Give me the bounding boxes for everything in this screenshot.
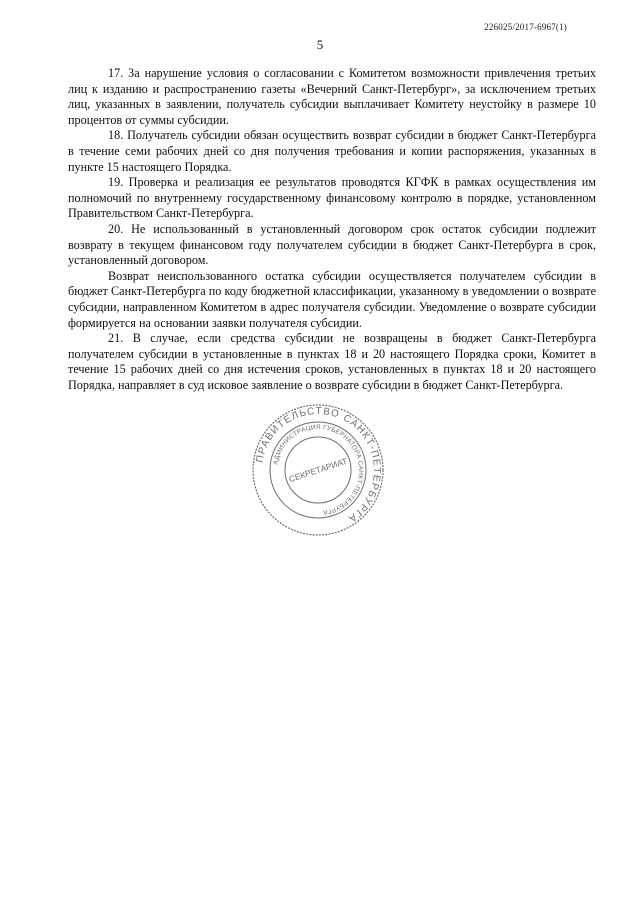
paragraph-20: 20. Не использованный в установленный договором срок остаток субсидии подлежит возврату в текущем финансовом году получателем субсидии в бюджет Санкт-Петербурга в срок, установленный договором. (68, 221, 596, 268)
official-seal-stamp (251, 403, 385, 537)
document-body (68, 66, 596, 393)
page-number: 5 (316, 37, 324, 52)
paragraph-20-return: Возврат неиспользованного остатка субсидии осуществляется получателем субсидии в бюджет Санкт-Петербурга по коду бюджетной классификации, указанному в уведомлении о возврате субсидии, направленном Комитетом в адрес получателя субсидии. Уведомление о возврате субсидии формируется на основании заявки получателя субсидии. (68, 268, 596, 330)
paragraph-21: 21. В случае, если средства субсидии не возвращены в бюджет Санкт-Петербурга получателем субсидии в установленные в пунктах 18 и 20 настоящего Порядка сроки, Комитет в течение 15 рабочих дней со дня истечения сроков, установленных в пунктах 18 и 20 настоящего Порядка, направляет в суд исковое заявление о возврате субсидии в бюджет Санкт-Петербурга. (68, 331, 596, 392)
seal-outer-text: ПРАВИТЕЛЬСТВО САНКТ-ПЕТЕРБУРГА (254, 405, 383, 525)
paragraph-17: 17. За нарушение условия о согласовании с Комитетом возможности привлечения третьих лиц к изданию и распространению газеты «Вечерний Санкт-Петербург», за исключением третьих лиц, указанных в заявлении, получатель субсидии выплачивает Комитету неустойку в размере 10 процентов от суммы субсидии. (68, 66, 596, 127)
document-number: 226025/2017-6967(1) (484, 22, 567, 32)
paragraph-19: 19. Проверка и реализация ее результатов проводятся КГФК в рамках осуществления им полномочий по внутреннему государственному финансовому контролю в порядке, установленном Правительством Санкт-Петербурга. (68, 175, 596, 221)
paragraph-18: 18. Получатель субсидии обязан осуществить возврат субсидии в бюджет Санкт-Петербурга в течение семи рабочих дней со дня получения требования и копии распоряжения, указанных в пункте 15 настоящего Порядка. (68, 128, 596, 174)
seal-inner-text: АДМИНИСТРАЦИЯ ГУБЕРНАТОРА САНКТ-ПЕТЕРБУРГА (272, 423, 365, 516)
seal-center-text: СЕКРЕТАРИАТ (287, 455, 349, 485)
